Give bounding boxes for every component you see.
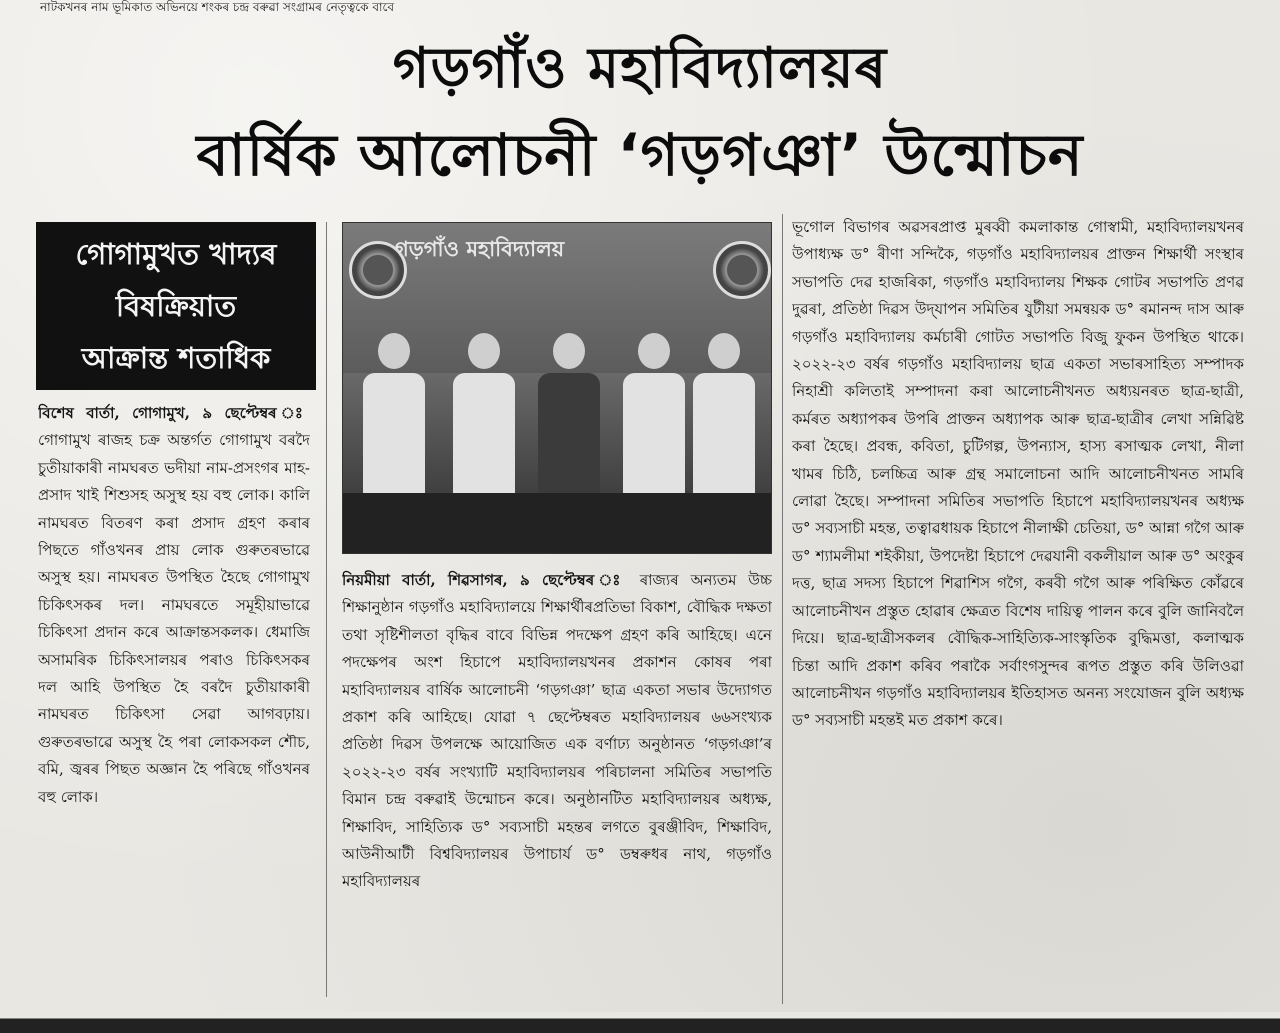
side-story-text: গোগামুখ ৰাজহ চক্ৰ অন্তৰ্গত গোগামুখ বৰদৈ চুতীয়াকাৰী নামঘৰত ভদীয়া নাম-প্ৰসংগৰ মাহ-প্ৰসাদ খাই শিশুসহ অসুস্থ হয় বহু লোক। কালি নামঘৰত বিতৰণ কৰা প্ৰসাদ গ্ৰহণ কৰাৰ পিছতে গাঁওখনৰ প্ৰায় লোক গুৰুতৰভাৱে অসুস্থ হয়। নামঘৰত উপস্থিত হৈছে গোগামুখ চিকিৎসকৰ দল। নামঘৰতে সমূহীয়াভাৱে চিকিৎসা প্ৰদান কৰে আক্ৰান্তসকলক। ধেমাজি অসামৰিক চিকিৎসালয়ৰ পৰাও চিকিৎসকৰ দল আহি উপস্থিত হৈ বৰদৈ চুতীয়াকাৰী নামঘৰত চিকিৎসা সেৱা আগবঢ়ায়। গুৰুতৰভাৱে অসুস্থ হৈ পৰা লোকসকল শৌচ, বমি, জ্বৰৰ পিছত অজ্ঞান হৈ পৰিছে গাঁওখনৰ বহু লোক। — [38, 431, 310, 806]
next-article-band — [0, 1012, 1280, 1033]
side-story-headline — [36, 222, 316, 390]
side-headline-line-1: গোগামুখত খাদ্যৰ — [75, 237, 277, 271]
main-story-dateline: নিয়মীয়া বাৰ্তা, শিৱসাগৰ, ৯ ছেপ্টেম্বৰ ঃ — [342, 571, 640, 589]
side-headline-line-3: আক্ৰান্ত শতাধিক — [81, 341, 271, 375]
side-story-body — [38, 400, 310, 990]
column-divider — [782, 214, 783, 1004]
main-story-column-2 — [792, 214, 1244, 1004]
photo-banner-text: গড়গাঁও মহাবিদ্যালয় — [395, 237, 565, 261]
previous-article-fragment: নাটকখনৰ নাম ভূমিকাত অভিনয়ে শংকৰ চন্দ্ৰ বৰুৱা সংগ্ৰামৰ নেতৃত্বকে বাবে — [40, 0, 394, 14]
main-story-text-1: ৰাজ্যৰ অন্যতম উচ্চ শিক্ষানুষ্ঠান গড়গাঁও মহাবিদ্যালয়ে শিক্ষাৰ্থীৰপ্ৰতিভা বিকাশ, বৌদ্ধিক দক্ষতা তথা সৃষ্টিশীলতা বৃদ্ধিৰ বাবে বিভিন্ন পদক্ষেপ গ্ৰহণ কৰি আহিছে। এনে পদক্ষেপৰ অংশ হিচাপে মহাবিদ্যালয়খনৰ প্ৰকাশন কোষৰ পৰা মহাবিদ্যালয়ৰ বাৰ্ষিক আলোচনী ‘গড়গঞা’ ছাত্ৰ একতা সভাৰ উদ্যোগত প্ৰকাশ কৰি আহিছে। যোৱা ৭ ছেপ্টেম্বৰত মহাবিদ্যালয়ৰ ৬৬সংখ্যক প্ৰতিষ্ঠা দিৱস উপলক্ষে আয়োজিত এক বৰ্ণাঢ্য অনুষ্ঠানত ‘গড়গঞা’ৰ ২০২২-২৩ বৰ্ষৰ সংখ্যাটি মহাবিদ্যালয়ৰ পৰিচালনা সমিতিৰ সভাপতি বিমান চন্দ্ৰ বৰুৱাই উন্মোচন কৰে। অনুষ্ঠানটিত মহাবিদ্যালয়ৰ অধ্যক্ষ, শিক্ষাবিদ, সাহিত্যিক ড° সব্যসাচী মহন্তৰ লগতে বুৰঞ্জীবিদ, শিক্ষাবিদ, আউনীআটী বিশ্ববিদ্যালয়ৰ উপাচাৰ্য ড° ডম্বৰুধৰ নাথ, গড়গাঁও মহাবিদ্যালয়ৰ — [342, 571, 772, 891]
college-emblem-icon — [713, 241, 771, 299]
photo-floor — [343, 493, 771, 553]
event-photo — [342, 222, 772, 554]
side-headline-line-2: বিষক্ৰিয়াত — [115, 289, 237, 323]
main-story-column-1 — [342, 567, 772, 997]
side-story-dateline: বিশেষ বাৰ্তা, গোগামুখ, ৯ ছেপ্টেম্বৰ ঃ — [38, 404, 310, 422]
headline-line-1: গড়গাঁও মহাবিদ্যালয়ৰ — [392, 36, 888, 101]
headline-line-2: বাৰ্ষিক আলোচনী ‘গড়গঞা’ উন্মোচন — [196, 121, 1084, 189]
column-divider — [326, 222, 327, 997]
main-story-text-2: ভূগোল বিভাগৰ অৱসৰপ্ৰাপ্ত মুৰব্বী কমলাকান্ত গোস্বামী, মহাবিদ্যালয়খনৰ উপাধ্যক্ষ ড° ৰীণা সন্দিকৈ, গড়গাঁও মহাবিদ্যালয়ৰ প্ৰাক্তন শিক্ষাৰ্থী সংস্থাৰ সভাপতি দেৱ হাজৰিকা, গড়গাঁও মহাবিদ্যালয় শিক্ষক গোটৰ সভাপতি প্ৰণৱ দুৱৰা, প্ৰতিষ্ঠা দিৱস উদ্‌যাপন সমিতিৰ যুটীয়া সমন্বয়ক ড° ৰমানন্দ দাস আৰু গড়গাঁও মহাবিদ্যালয় কৰ্মচাৰী গোটত সভাপতি বিজু ফুকন উপস্থিত থাকে। ২০২২-২৩ বৰ্ষৰ গড়গাঁও মহাবিদ্যালয় ছাত্ৰ একতা সভাৰসাহিত্য সম্পাদক নিহাশ্ৰী কলিতাই সম্পাদনা কৰা আলোচনীখনত অধ্যয়নৰত ছাত্ৰ-ছাত্ৰী, কৰ্মৰত অধ্যাপকৰ উপৰি প্ৰাক্তন অধ্যাপক আৰু ছাত্ৰ-ছাত্ৰীৰ লেখা সন্নিৱিষ্ট কৰা হৈছে। প্ৰবন্ধ, কবিতা, চুটিগল্প, উপন্যাস, হাস্য ৰসাত্মক লেখা, নীলা খামৰ চিঠি, চলচ্চিত্ৰ আৰু গ্ৰন্থ সমালোচনা আদি আলোচনীখনত সামৰি লোৱা হৈছে। সম্পাদনা সমিতিৰ সভাপতি হিচাপে মহাবিদ্যালয়খনৰ অধ্যক্ষ ড° সব্যসাচী মহন্ত, তত্বাৱধায়ক হিচাপে নীলাক্ষী চেতিয়া, ড° আন্না গগৈ আৰু ড° শ্যামলীমা শইকীয়া, উপদেষ্টা হিচাপে দেৱযানী বকলীয়াল আৰু ড° অংকুৰ দত্ত, ছাত্ৰ সদস্য হিচাপে শিৱাশিস গগৈ, কৰবী গগৈ আৰু পৰিক্ষিত কোঁৱৰে আলোচনীখন প্ৰস্তুত হোৱাৰ ক্ষেত্ৰত বিশেষ দায়িত্ব পালন কৰে বুলি জানিবলৈ দিয়ে। ছাত্ৰ-ছাত্ৰীসকলৰ বৌদ্ধিক-সাহিত্যিক-সাংস্কৃতিক বুদ্ধিমত্তা, কলাত্মক চিন্তা আদি প্ৰকাশ কৰিব পৰাকৈ সৰ্বাংগসুন্দৰ ৰূপত প্ৰস্তুত কৰি উলিওৱা আলোচনীখন গড়গাঁও মহাবিদ্যালয়ৰ ইতিহাসত অনন্য সংযোজন বুলি অধ্যক্ষ ড° সব্যসাচী মহন্তই মত প্ৰকাশ কৰে। — [792, 218, 1244, 730]
